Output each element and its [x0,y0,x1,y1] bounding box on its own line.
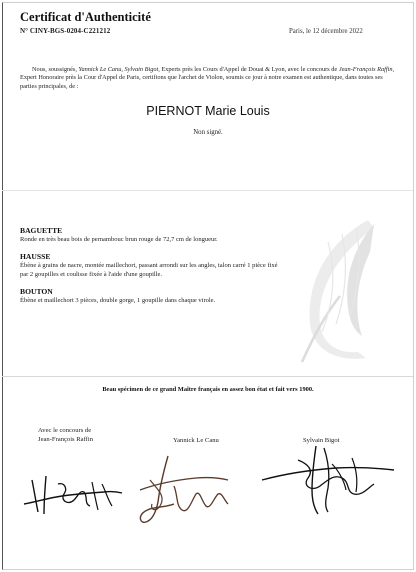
signature-bigot [258,440,398,518]
intro-part3: , Expert Honoraire près la Cour d'Appel de Paris, certifions que l'archet de Violon, soumis ce jour à notre examen est authentique, dans toutes ses parties principales, de : [20,66,395,90]
section-divider-top [2,190,413,191]
hausse-title: HAUSSE [20,252,51,261]
signatory-raffin [38,426,93,444]
signature-raffin [18,462,128,522]
honorary-expert-name: Jean-François Raffin [338,66,393,73]
intro-paragraph [20,66,400,91]
signatory-bigot-name: Sylvain Bigot [303,437,340,444]
bouton-text: Ébène et maillechort 3 pièces, double gorge, 1 goupille dans chaque virole. [20,297,216,304]
hausse-text: Ébène à grains de nacre, montée maillechort, passant arrondi sur les angles, talon carré 1 pièce fixé par 2 goupilles et coulisse fixée à l'aide d'une goupille. [20,262,278,278]
certificate-date: Paris, le 12 décembre 2022 [289,28,363,35]
signatory-raffin-line1: Avec le concours de [38,427,92,434]
conclusion-statement: Beau spécimen de ce grand Maître français en assez bon état et fait vers 1900. [102,386,314,393]
certificate-reference: N° CINY-BGS-0204-C221212 [20,27,111,35]
baguette-title: BAGUETTE [20,226,63,235]
quill-watermark [258,212,408,372]
signature-le-canu [130,450,235,528]
signatory-le-canu-name: Yannick Le Canu [173,437,219,444]
signatory-le-canu [173,436,219,445]
maker-signature-note: Non signé. [193,129,223,136]
signatory-raffin-line2: Jean-François Raffin [38,436,93,443]
intro-part2: , Experts près les Cours d'Appel de Douai & Lyon, avec le concours de [158,66,339,73]
experts-names: Yannick Le Canu, Sylvain Bigot [78,66,159,73]
certificate-title: Certificat d'Authenticité [20,10,151,24]
baguette-text: Ronde en très beau bois de pernambouc brun rouge de 72,7 cm de longueur. [20,236,218,243]
maker-name: PIERNOT Marie Louis [146,104,270,118]
bouton-title: BOUTON [20,287,53,296]
intro-part1: Nous, soussignés, [32,66,79,73]
section-divider-bottom [2,376,413,377]
